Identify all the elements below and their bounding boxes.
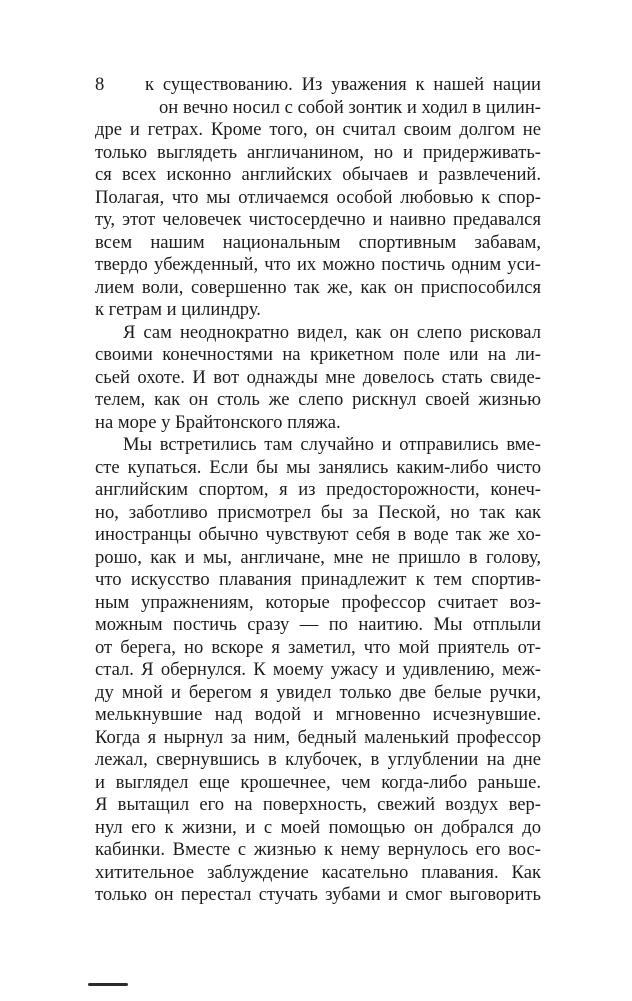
text-line: можным постичь сразу — по наитию. Мы отплыли	[95, 614, 541, 635]
text-line-content: к существованию. Из уважения к нашей нации	[145, 74, 541, 95]
text-line: твердо убежденный, что их можно постичь одним уси-	[95, 254, 541, 275]
text-line: своими конечностями на крикетном поле или на ли-	[95, 344, 541, 365]
text-line: но, заботливо присмотрел бы за Пеской, но так как	[95, 501, 541, 523]
text-line: дре и гетрах. Кроме того, он считал своим долгом не	[95, 119, 541, 140]
text-line: ся всех исконно английских обычаев и развлечений.	[95, 164, 541, 185]
text-line: сте купаться. Если бы мы занялись каким-либо чисто	[95, 456, 541, 478]
page-number: 8	[95, 74, 105, 95]
text-line: иностранцы обычно чувствуют себя в воде так же хо-	[95, 524, 541, 545]
text-line: ду мной и берегом я увидел только две белые ручки,	[95, 681, 541, 703]
text-line: ту, этот человечек чистосердечно и наивно предавался	[95, 209, 541, 230]
text-line: лием воли, совершенно так же, как он приспособился	[95, 276, 541, 298]
text-line: хитительное заблуждение касательно плавания. Как	[95, 861, 541, 883]
paragraph	[95, 322, 541, 435]
paragraph	[95, 434, 541, 907]
text-line: стал. Я обернулся. К моему ужасу и удивлению, меж-	[95, 659, 541, 680]
text-line: ным упражнениям, которые профессор считает воз-	[95, 591, 541, 613]
text-line: Мы встретились там случайно и отправились вме-	[123, 434, 541, 455]
text-block	[95, 74, 541, 907]
text-line: к гетрам и цилиндру.	[95, 299, 261, 320]
text-line: кабинки. Вместе с жизнью к нему вернулось его вос-	[95, 839, 541, 860]
text-line: Когда я нырнул за ним, бедный маленький профессор	[95, 726, 541, 748]
text-line: только он перестал стучать зубами и смог выговорить	[95, 884, 541, 905]
text-line	[95, 74, 541, 97]
text-line: лежал, свернувшись в клубочек, в углублении на дне	[95, 749, 541, 770]
text-line: всем нашим национальным спортивным забавам,	[95, 231, 541, 253]
text-line: мелькнувшие над водой и мгновенно исчезнувшие.	[95, 704, 541, 725]
text-line: и выглядел еще крошечнее, чем когда-либо раньше.	[95, 771, 541, 793]
text-line: английским спортом, я из предосторожности, конеч-	[95, 479, 541, 500]
text-line: Я вытащил его на поверхность, свежий воздух вер-	[95, 794, 541, 815]
text-line: Я сам неоднократно видел, как он слепо рисковал	[123, 321, 541, 343]
text-line: только выглядеть англичанином, но и придерживать-	[95, 141, 541, 163]
text-line: нул его к жизни, и с моей помощью он добрался до	[95, 816, 541, 838]
reading-progress-bar	[88, 983, 128, 986]
text-line: на море у Брайтонского пляжа.	[95, 411, 341, 433]
text-line: рошо, как и мы, англичане, мне не пришло в голову,	[95, 546, 541, 568]
text-line: сьей охоте. И вот однажды мне довелось стать свиде-	[95, 366, 541, 388]
text-line: Полагая, что мы отличаемся особой любовью к спор-	[95, 186, 541, 208]
text-line: от берега, но вскоре я заметил, что мой приятель от-	[95, 636, 541, 658]
text-line: он вечно носил с собой зонтик и ходил в цилин-	[159, 96, 541, 118]
text-line: что искусство плавания принадлежит к тем спортив-	[95, 569, 541, 590]
paragraph	[95, 74, 541, 322]
text-line: телем, как он столь же слепо рискнул своей жизнью	[95, 389, 541, 410]
